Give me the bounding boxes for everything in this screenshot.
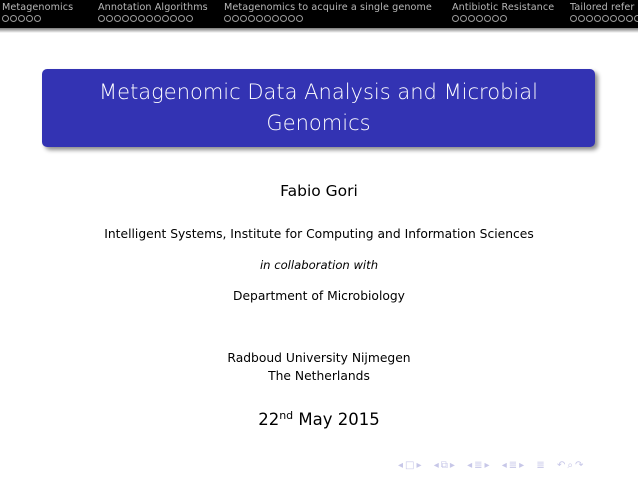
slide-dot[interactable] [18, 15, 25, 22]
frame-icon[interactable]: □ [405, 460, 415, 471]
date-rest: May 2015 [298, 410, 380, 429]
slide-dot[interactable] [146, 15, 153, 22]
slide-dot[interactable] [296, 15, 303, 22]
presentation-date [0, 410, 638, 429]
slide-dot[interactable] [288, 15, 295, 22]
subsection-icon[interactable]: ⧉ [440, 460, 448, 471]
next-subsec-icon[interactable]: ▸ [519, 460, 525, 471]
headline-shadow [0, 28, 638, 33]
slide-dot[interactable] [280, 15, 287, 22]
date-day: 22 [258, 410, 280, 429]
collaboration-note: in collaboration with [259, 258, 379, 272]
slide-dot[interactable] [602, 15, 609, 22]
slide-dot[interactable] [240, 15, 247, 22]
slide-dot[interactable] [248, 15, 255, 22]
presentation-title-line2: Genomics [266, 111, 371, 135]
slide-dot[interactable] [114, 15, 121, 22]
next-subsection-icon[interactable]: ▸ [449, 460, 455, 471]
slide-dot[interactable] [10, 15, 17, 22]
redo-icon[interactable]: ↷ [574, 460, 584, 471]
nav-section-label: Tailored refer [570, 2, 635, 13]
slide-dot[interactable] [162, 15, 169, 22]
slide-dot[interactable] [460, 15, 467, 22]
slide-dot[interactable] [586, 15, 593, 22]
nav-section-single-genome[interactable] [224, 2, 432, 23]
department: Department of Microbiology [233, 289, 405, 303]
slide-dot[interactable] [106, 15, 113, 22]
slide-dot[interactable] [34, 15, 41, 22]
slide-dot[interactable] [186, 15, 193, 22]
nav-section-label: Annotation Algorithms [98, 2, 208, 13]
slide-dot[interactable] [468, 15, 475, 22]
nav-section-antibiotic-resistance[interactable] [452, 2, 554, 23]
nav-section-label: Metagenomics to acquire a single genome [224, 2, 432, 13]
slide-dot[interactable] [634, 15, 638, 22]
prev-subsection-icon[interactable]: ◂ [433, 460, 439, 471]
slide-dot[interactable] [154, 15, 161, 22]
slide-dot[interactable] [224, 15, 231, 22]
slide-dot[interactable] [232, 15, 239, 22]
slide-dot[interactable] [594, 15, 601, 22]
slide-dot[interactable] [492, 15, 499, 22]
nav-section-tailored-reference[interactable] [570, 2, 638, 23]
slide-dot[interactable] [452, 15, 459, 22]
slide-dots [452, 15, 554, 23]
prev-frame-icon[interactable]: ◂ [398, 460, 404, 471]
undo-icon[interactable]: ↶ [556, 460, 566, 471]
slide-dot[interactable] [618, 15, 625, 22]
slide-dot[interactable] [500, 15, 507, 22]
section-navigation-bar [0, 0, 638, 28]
next-section-icon[interactable]: ▸ [484, 460, 490, 471]
prev-subsec-icon[interactable]: ◂ [501, 460, 507, 471]
slide-dots [570, 15, 638, 23]
university: Radboud University Nijmegen [227, 351, 411, 365]
institute: Intelligent Systems, Institute for Computing and Information Sciences [104, 227, 534, 241]
slide-dots [2, 15, 73, 23]
beamer-navigation-symbols [398, 460, 585, 471]
slide-dot[interactable] [2, 15, 9, 22]
slide-dot[interactable] [98, 15, 105, 22]
nav-section-label: Metagenomics [2, 2, 74, 13]
search-icon[interactable]: ⌕ [567, 460, 573, 471]
slide-dot[interactable] [122, 15, 129, 22]
country: The Netherlands [268, 369, 370, 383]
slide-dot[interactable] [578, 15, 585, 22]
slide-dot[interactable] [272, 15, 279, 22]
next-frame-icon[interactable]: ▸ [416, 460, 422, 471]
slide-dot[interactable] [476, 15, 483, 22]
subsec-icon[interactable]: ≣ [508, 460, 518, 471]
author: Fabio Gori [280, 182, 358, 200]
nav-section-label: Antibiotic Resistance [452, 2, 555, 13]
nav-section-metagenomics[interactable] [2, 2, 73, 23]
title-box [42, 69, 595, 147]
slide-dots [98, 15, 208, 23]
slide-dot[interactable] [130, 15, 137, 22]
slide-dot[interactable] [178, 15, 185, 22]
date-suffix: nd [279, 409, 294, 422]
document-icon[interactable]: ≣ [536, 460, 545, 471]
slide-dots [224, 15, 432, 23]
section-icon[interactable]: ≣ [474, 460, 483, 471]
prev-section-icon[interactable]: ◂ [467, 460, 473, 471]
presentation-title-line1: Metagenomic Data Analysis and Microbial [99, 80, 538, 104]
slide-dot[interactable] [626, 15, 633, 22]
slide-dot[interactable] [256, 15, 263, 22]
slide-dot[interactable] [138, 15, 145, 22]
slide-dot[interactable] [484, 15, 491, 22]
slide-dot[interactable] [26, 15, 33, 22]
slide-dot[interactable] [170, 15, 177, 22]
slide-dot[interactable] [264, 15, 271, 22]
slide-dot[interactable] [570, 15, 577, 22]
slide-dot[interactable] [610, 15, 617, 22]
nav-section-annotation-algorithms[interactable] [98, 2, 208, 23]
